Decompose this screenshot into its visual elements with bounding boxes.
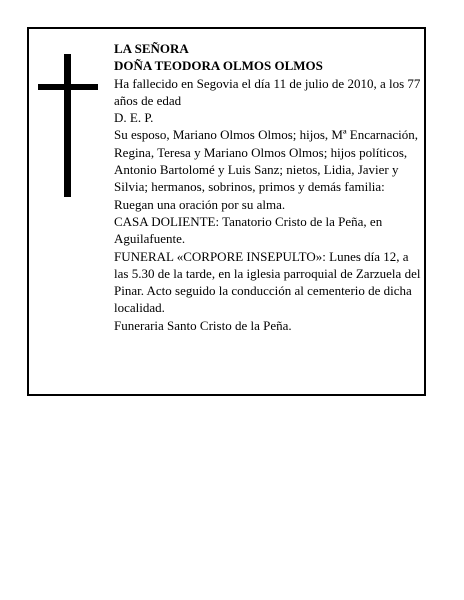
death-announcement: Ha fallecido en Segovia el día 11 de julio de 2010, a los 77 años de edad (114, 75, 421, 108)
prayer-request: Ruegan una oración por su alma. (114, 196, 286, 212)
mourning-house: CASA DOLIENTE: Tanatorio Cristo de la Peña, en Aguilafuente. (114, 213, 383, 247)
deceased-name: DOÑA TEODORA OLMOS OLMOS (114, 58, 323, 74)
funeral-details: FUNERAL «CORPORE INSEPULTO»: Lunes día 12, a las 5.30 de la tarde, en la iglesia parroquial de Zarzuela del Pinar. Acto seguido la conducción al cementerio de dicha localidad. (114, 248, 421, 316)
latin-cross-icon (38, 54, 98, 197)
funeral-home: Funeraria Santo Cristo de la Peña. (114, 317, 292, 333)
cross-horizontal-bar (38, 84, 98, 90)
rip-line: D. E. P. (114, 110, 154, 126)
obituary-text (114, 40, 426, 334)
family-list: Su esposo, Mariano Olmos Olmos; hijos, Mª Encarnación, Regina, Teresa y Mariano Olmos Olmos; hijos políticos, Antonio Bartolomé y Luis Sanz; nietos, Lidia, Javier y Silvia; hermanos, sobrinos, primos y demás familia: (114, 127, 419, 195)
cross-vertical-bar (64, 54, 71, 197)
title-line-1: LA SEÑORA (114, 41, 189, 56)
